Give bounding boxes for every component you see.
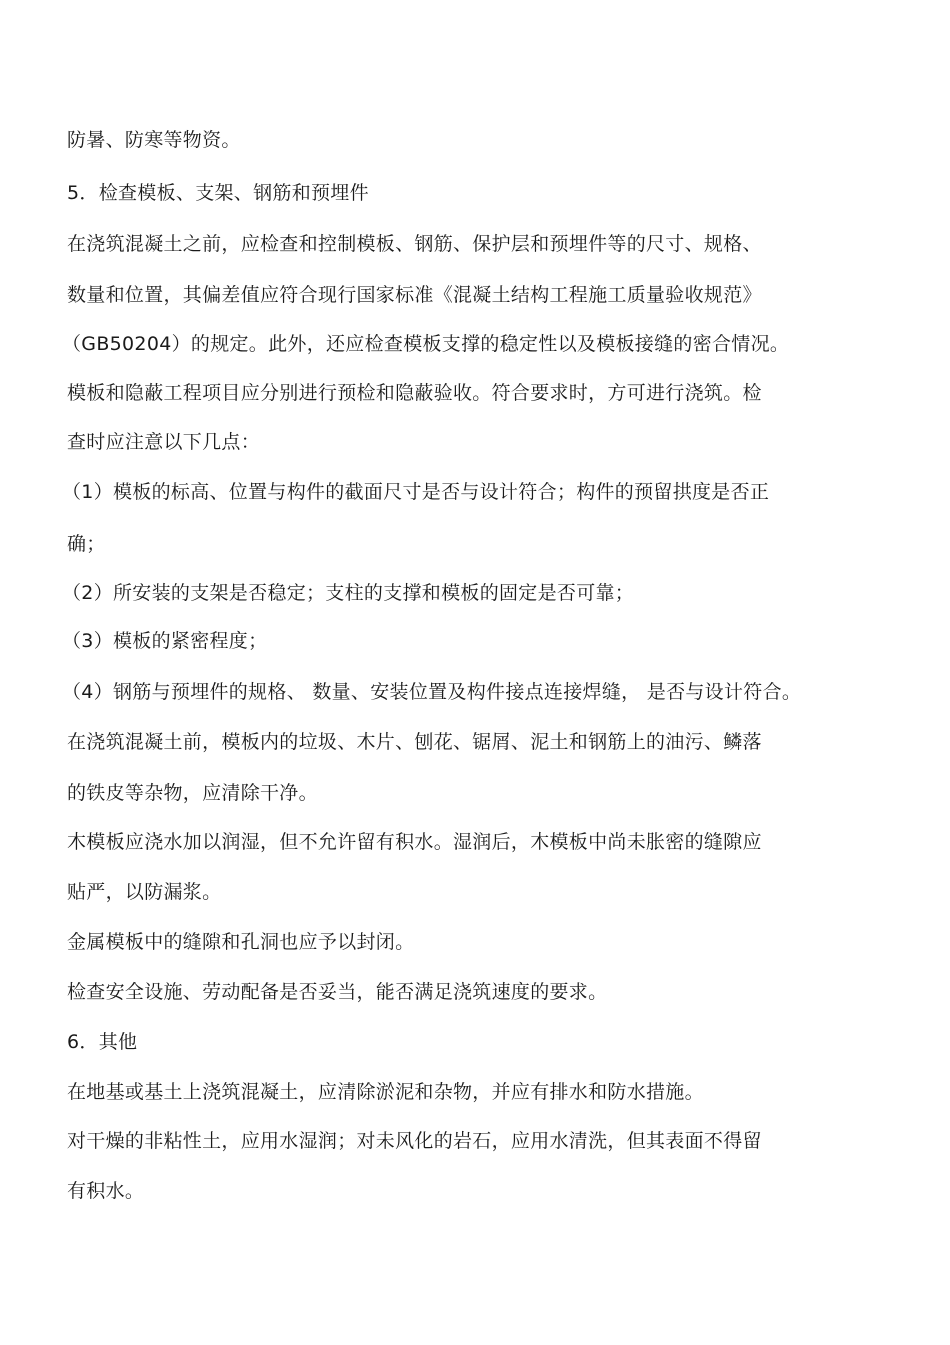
list-item: （4）钢筋与预埋件的规格、 数量、安装位置及构件接点连接焊缝， 是否与设计符合。 xyxy=(62,681,802,703)
text-line: 在浇筑混凝土前，模板内的垃圾、木片、刨花、锯屑、泥土和钢筋上的油污、鳞落 xyxy=(67,731,762,753)
text-line: 木模板应浇水加以润湿，但不允许留有积水。湿润后，木模板中尚未胀密的缝隙应 xyxy=(67,831,762,853)
list-item: （1）模板的标高、位置与构件的截面尺寸是否与设计符合；构件的预留拱度是否正 xyxy=(62,481,770,503)
text-line: 防暑、防寒等物资。 xyxy=(67,129,241,151)
text-line: 贴严，以防漏浆。 xyxy=(67,881,222,903)
text-line: 对干燥的非粘性土，应用水湿润；对未风化的岩石，应用水清洗，但其表面不得留 xyxy=(67,1130,762,1152)
text-line: 金属模板中的缝隙和孔洞也应予以封闭。 xyxy=(67,931,415,953)
text-line: 检查安全设施、劳动配备是否妥当，能否满足浇筑速度的要求。 xyxy=(67,981,608,1003)
list-item: （3）模板的紧密程度； xyxy=(62,630,268,652)
text-line: （GB50204）的规定。此外，还应检查模板支撑的稳定性以及模板接缝的密合情况。 xyxy=(62,333,790,355)
text-line: 的铁皮等杂物，应清除干净。 xyxy=(67,782,318,804)
section-heading-6: 6．其他 xyxy=(67,1031,138,1053)
text-line: 在地基或基土上浇筑混凝土，应清除淤泥和杂物，并应有排水和防水措施。 xyxy=(67,1081,704,1103)
text-line: 模板和隐蔽工程项目应分别进行预检和隐蔽验收。符合要求时，方可进行浇筑。检 xyxy=(67,382,762,404)
text-line: 数量和位置，其偏差值应符合现行国家标准《混凝土结构工程施工质量验收规范》 xyxy=(67,284,762,306)
list-item: （2）所安装的支架是否稳定；支柱的支撑和模板的固定是否可靠； xyxy=(62,582,635,604)
text-line: 有积水。 xyxy=(67,1180,145,1202)
text-line: 查时应注意以下几点： xyxy=(67,431,261,453)
section-heading-5: 5．检查模板、支架、钢筋和预埋件 xyxy=(67,182,369,204)
text-line: 确； xyxy=(67,533,106,555)
text-line: 在浇筑混凝土之前，应检查和控制模板、钢筋、保护层和预埋件等的尺寸、规格、 xyxy=(67,233,762,255)
